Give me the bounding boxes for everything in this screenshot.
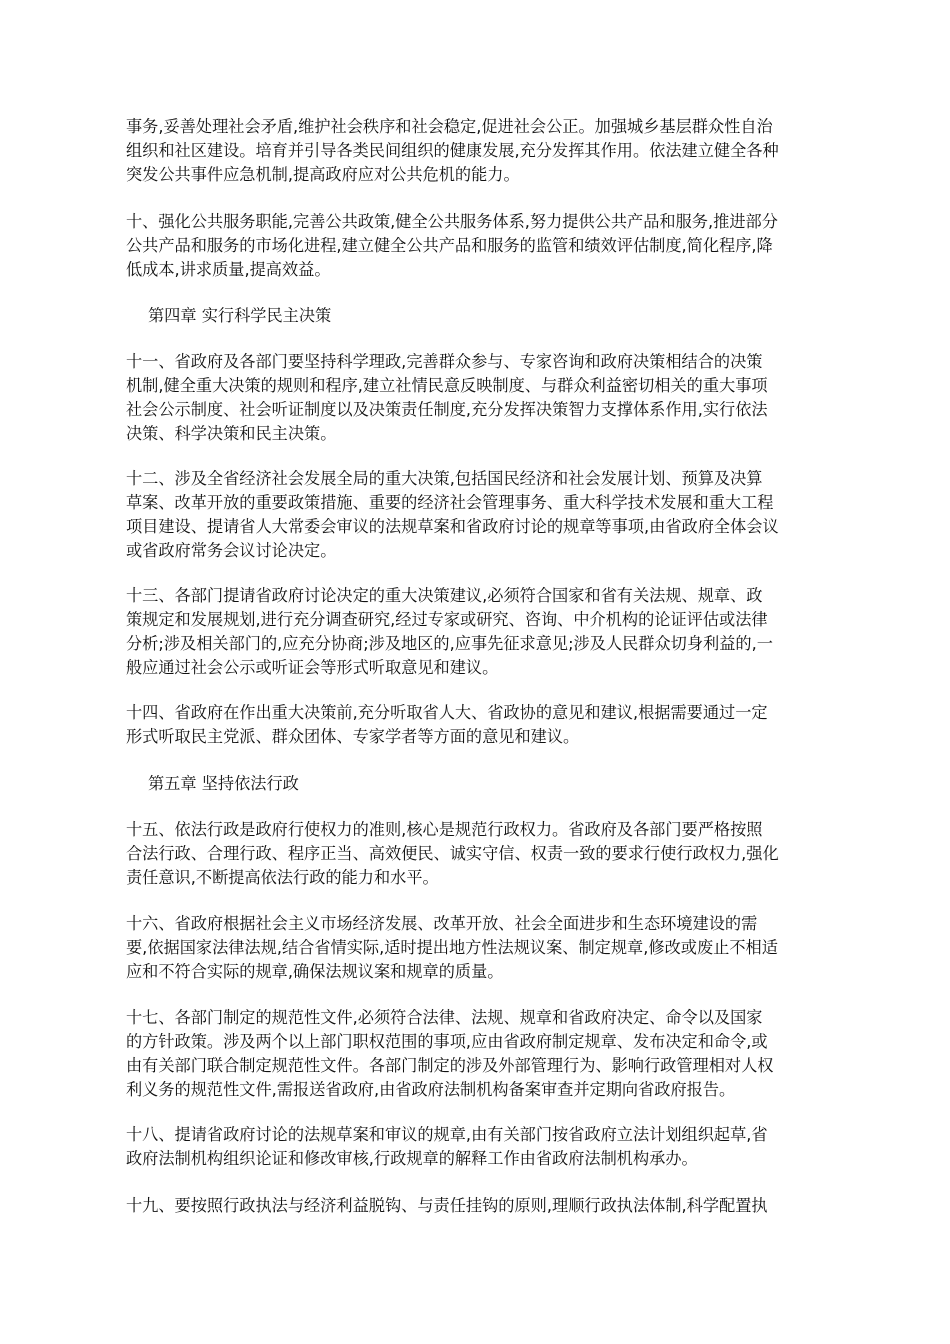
text-line: 十一、省政府及各部门要坚持科学理政,完善群众参与、专家咨询和政府决策相结合的决策 [126,352,763,371]
text-line: 事务,妥善处理社会矛盾,维护社会秩序和社会稳定,促进社会公正。加强城乡基层群众性自治 [126,117,773,136]
text-line: 分析;涉及相关部门的,应充分协商;涉及地区的,应事先征求意见;涉及人民群众切身利益的,一 [126,634,773,653]
paragraph-article-17 [126,1006,831,1102]
text-line: 项目建设、提请省人大常委会审议的法规草案和省政府讨论的规章等事项,由省政府全体会议 [126,517,779,536]
paragraph-article-13 [126,584,831,680]
text-line: 十五、依法行政是政府行使权力的准则,核心是规范行政权力。省政府及各部门要严格按照 [126,820,763,839]
text-line: 或省政府常务会议讨论决定。 [126,541,337,560]
chapter-heading-5: 第五章 坚持依法行政 [148,774,299,793]
text-line: 形式听取民主党派、群众团体、专家学者等方面的意见和建议。 [126,727,580,746]
text-line: 突发公共事件应急机制,提高政府应对公共危机的能力。 [126,165,520,184]
paragraph-article-16 [126,912,831,984]
text-line: 策规定和发展规划,进行充分调查研究,经过专家或研究、咨询、中介机构的论证评估或法律 [126,610,768,629]
text-line: 社会公示制度、社会听证制度以及决策责任制度,充分发挥决策智力支撑体系作用,实行依法 [126,400,768,419]
text-line: 十三、各部门提请省政府讨论决定的重大决策建议,必须符合国家和省有关法规、规章、政 [126,586,763,605]
text-line: 十、强化公共服务职能,完善公共政策,健全公共服务体系,努力提供公共产品和服务,推进部分 [126,212,778,231]
text-line: 合法行政、合理行政、程序正当、高效便民、诚实守信、权责一致的要求行使行政权力,强化 [126,844,779,863]
text-line: 由有关部门联合制定规范性文件。各部门制定的涉及外部管理行为、影响行政管理相对人权 [126,1056,774,1075]
text-line: 草案、改革开放的重要政策措施、重要的经济社会管理事务、重大科学技术发展和重大工程 [126,493,774,512]
paragraph-article-19 [126,1194,831,1218]
text-line: 应和不符合实际的规章,确保法规议案和规章的质量。 [126,962,504,981]
paragraph-continuation [126,115,831,187]
paragraph-article-15 [126,818,831,890]
text-line: 低成本,讲求质量,提高效益。 [126,260,331,279]
text-line: 决策、科学决策和民主决策。 [126,424,337,443]
paragraph-article-11 [126,350,831,446]
text-line: 十四、省政府在作出重大决策前,充分听取省人大、省政协的意见和建议,根据需要通过一定 [126,703,768,722]
text-line: 政府法制机构组织论证和修改审核,行政规章的解释工作由省政府法制机构承办。 [126,1149,698,1168]
paragraph-article-14 [126,701,831,749]
paragraph-article-12 [126,467,831,563]
text-line: 责任意识,不断提高依法行政的能力和水平。 [126,868,439,887]
text-line: 十七、各部门制定的规范性文件,必须符合法律、法规、规章和省政府决定、命令以及国家 [126,1008,763,1027]
text-line: 机制,健全重大决策的规则和程序,建立社情民意反映制度、与群众利益密切相关的重大事项 [126,376,768,395]
text-line: 的方针政策。涉及两个以上部门职权范围的事项,应由省政府制定规章、发布决定和命令,或 [126,1032,768,1051]
text-line: 公共产品和服务的市场化进程,建立健全公共产品和服务的监管和绩效评估制度,简化程序,降 [126,236,773,255]
chapter-heading-4: 第四章 实行科学民主决策 [148,306,332,325]
text-line: 十二、涉及全省经济社会发展全局的重大决策,包括国民经济和社会发展计划、预算及决算 [126,469,763,488]
text-line: 要,依据国家法律法规,结合省情实际,适时提出地方性法规议案、制定规章,修改或废止不相适 [126,938,778,957]
text-line: 十八、提请省政府讨论的法规草案和审议的规章,由有关部门按省政府立法计划组织起草,省 [126,1125,768,1144]
text-line: 般应通过社会公示或听证会等形式听取意见和建议。 [126,658,499,677]
text-line: 利义务的规范性文件,需报送省政府,由省政府法制机构备案审查并定期向省政府报告。 [126,1080,736,1099]
paragraph-article-10 [126,210,831,282]
text-line: 组织和社区建设。培育并引导各类民间组织的健康发展,充分发挥其作用。依法建立健全各种 [126,141,779,160]
paragraph-article-18 [126,1123,831,1171]
text-line: 十九、要按照行政执法与经济利益脱钩、与责任挂钩的原则,理顺行政执法体制,科学配置执 [126,1196,768,1215]
text-line: 十六、省政府根据社会主义市场经济发展、改革开放、社会全面进步和生态环境建设的需 [126,914,758,933]
